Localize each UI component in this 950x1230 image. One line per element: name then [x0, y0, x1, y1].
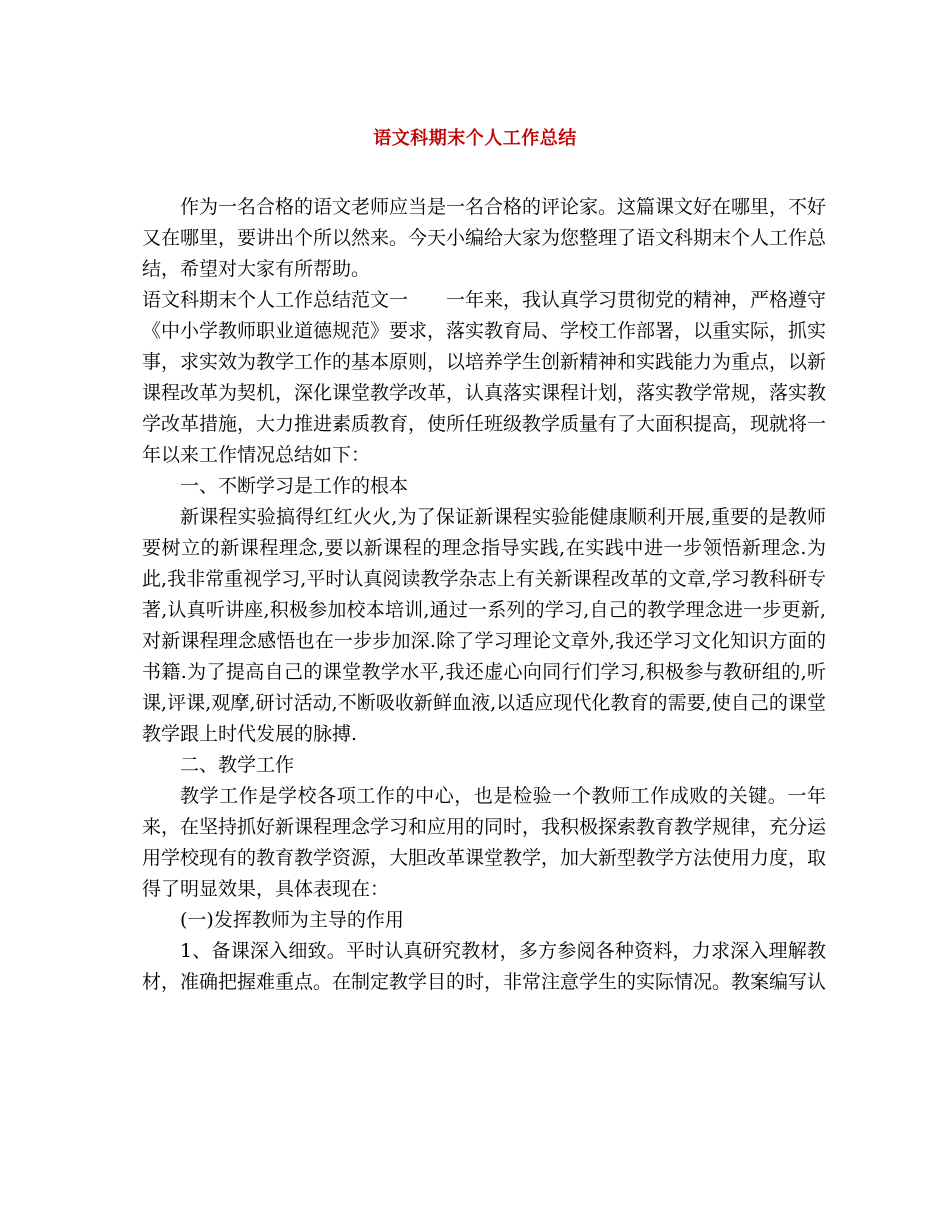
sample-one-paragraph: 语文科期末个人工作总结范文一 一年来，我认真学习贯彻党的精神，严格遵守《中小学教师职业道德规范》要求，落实教育局、学校工作部署，以重实际，抓实事，求实效为教学工作的基本原则，以培养学生创新精神和实践能力为重点，以新课程改革为契机，深化课堂教学改革，认真落实课程计划，落实教学常规，落实教学改革措施，大力推进素质教育，使所任班级教学质量有了大面积提高，现就将一年以来工作情况总结如下： — [142, 289, 827, 466]
document-body — [142, 192, 826, 998]
lesson-prep-paragraph: 1、备课深入细致。平时认真研究教材，多方参阅各种资料，力求深入理解教材，准确把握难重点。在制定教学目的时，非常注意学生的实际情况。教案编写认 — [142, 940, 827, 993]
section-heading-teaching: 二、教学工作 — [180, 754, 295, 776]
document-title: 语文科期末个人工作总结 — [373, 128, 577, 149]
learning-paragraph: 新课程实验搞得红红火火,为了保证新课程实验能健康顺利开展,重要的是教师要树立的新课程理念,要以新课程的理念指导实践,在实践中进一步领悟新理念.为此,我非常重视学习,平时认真阅读教学杂志上有关新课程改革的文章,学习教科研专著,认真听讲座,积极参加校本培训,通过一系列的学习,自己的教学理念进一步更新,对新课程理念感悟也在一步步加深.除了学习理论文章外,我还学习文化知识方面的书籍.为了提高自己的课堂教学水平,我还虚心向同行们学习,积极参与教研组的,听课,评课,观摩,研讨活动,不断吸收新鲜血液,以适应现代化教育的需要,使自己的课堂教学跟上时代发展的脉搏. — [142, 506, 826, 745]
intro-paragraph: 作为一名合格的语文老师应当是一名合格的评论家。这篇课文好在哪里，不好又在哪里，要讲出个所以然来。今天小编给大家为您整理了语文科期末个人工作总结，希望对大家有所帮助。 — [142, 196, 827, 280]
section-heading-learning: 一、不断学习是工作的根本 — [180, 475, 409, 497]
subsection-heading-teacher-role: (一)发挥教师为主导的作用 — [180, 909, 404, 931]
teaching-paragraph: 教学工作是学校各项工作的中心，也是检验一个教师工作成败的关键。一年来，在坚持抓好新课程理念学习和应用的同时，我积极探索教育教学规律，充分运用学校现有的教育教学资源，大胆改革课堂教学，加大新型教学方法使用力度，取得了明显效果，具体表现在： — [142, 785, 827, 900]
